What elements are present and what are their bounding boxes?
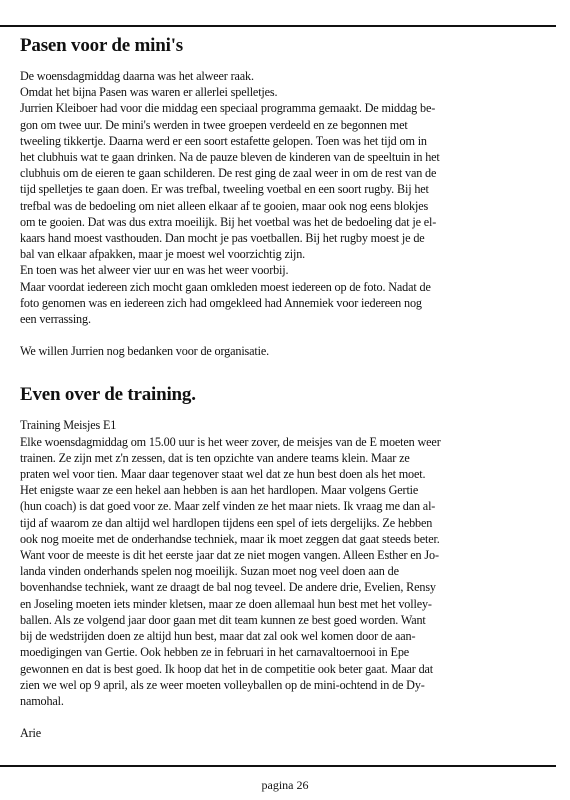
text-line: tijd af waarom ze dan altijd wel hardlopen tijdens een spel of iets dergelijks. Ze hebben	[20, 515, 433, 530]
text-line: Training Meisjes E1	[20, 418, 117, 433]
text-line: het clubhuis wat te gaan drinken. Na de pauze bleven de kinderen van de speeltuin in het	[20, 150, 440, 165]
text-line: bal van elkaar afpakken, maar je moest wel voorzichtig zijn.	[20, 247, 306, 262]
text-line: ballen. Als ze volgend jaar door gaan met dit team kunnen ze best goed worden. Want	[20, 612, 426, 627]
text-line: clubhuis om de eieren te gaan schilderen. De rest ging de zaal weer in om de rest van de	[20, 166, 437, 181]
section-pasen-closing	[20, 343, 548, 359]
text-line: bovenhandse techniek, want ze draagt de bal nog teveel. De andere drie, Evelien, Rensy	[20, 580, 436, 595]
text-line: Omdat het bijna Pasen was waren er allerlei spelletjes.	[20, 85, 278, 100]
section-title-training: Even over de training.	[20, 384, 196, 406]
text-line: trainen. Ze zijn met z'n zessen, dat is ten opzichte van andere teams klein. Maar ze	[20, 450, 410, 465]
section-pasen-paragraph	[20, 68, 548, 327]
text-line: praten wel voor tien. Maar daar tegenover staat wel dat ze hun best doen als het moet.	[20, 467, 426, 482]
text-line: tijd spelletjes te gaan doen. Er was trefbal, tweeling voetbal en een soort rugby. Bij het	[20, 182, 429, 197]
text-line: Maar voordat iedereen zich mocht gaan omkleden moest iedereen op de foto. Nadat de	[20, 279, 431, 294]
text-line: We willen Jurrien nog bedanken voor de organisatie.	[20, 344, 270, 359]
section-training-paragraph	[20, 417, 548, 709]
page-content	[20, 34, 548, 741]
text-line: bij de wedstrijden doen ze altijd hun best, maar dat zal ook wel komen door de aan-	[20, 629, 416, 644]
text-line: moedigingen van Gertie. Ook hebben ze in februari in het carnavaltoernooi in Epe	[20, 645, 410, 660]
text-line: tweeling tikkertje. Daarna werd er een soort estafette gelopen. Toen was het tijd om in	[20, 133, 427, 148]
bottom-rule	[0, 765, 556, 767]
top-rule	[0, 25, 556, 27]
text-line: en Joseling moeten iets minder kletsen, maar ze doen allemaal hun best met het volley-	[20, 596, 432, 611]
text-line: zien we wel op 9 april, als ze weer moeten volleyballen op de mini-ochtend in de Dy-	[20, 677, 425, 692]
text-line: gon om twee uur. De mini's werden in twee groepen verdeeld en ze begonnen met	[20, 117, 408, 132]
text-line: foto genomen was en iedereen zich had omgekleed had Annemiek voor iedereen nog	[20, 295, 422, 310]
text-line: Want voor de meeste is dit het eerste jaar dat ze niet mogen vangen. Alleen Esther en Jo-	[20, 548, 439, 563]
text-line: Elke woensdagmiddag om 15.00 uur is het weer zover, de meisjes van de E moeten weer	[20, 434, 441, 449]
text-line: Het enigste waar ze een hekel aan hebben is aan het hardlopen. Maar volgens Gertie	[20, 483, 419, 498]
text-line: ook nog moeite met de onderhandse techniek, maar ik moet zeggen dat gaat steeds beter.	[20, 531, 440, 546]
text-line: gewonnen en dat is best goed. Ik hoop dat het in de competitie ook beter gaat. Maar dat	[20, 661, 434, 676]
text-line: kaars hand moest vasthouden. Dan mocht je pas voetballen. Bij het rugby moest je de	[20, 231, 425, 246]
text-line: trefbal was de bedoeling om niet alleen elkaar af te gooien, maar ook nog eens blokjes	[20, 198, 429, 213]
text-line: Jurrien Kleiboer had voor die middag een speciaal programma gemaakt. De middag be-	[20, 101, 436, 116]
text-line: landa vinden onderhands spelen nog moeilijk. Suzan moet nog veel doen aan de	[20, 564, 399, 579]
signature: Arie	[20, 726, 42, 741]
section-title-pasen: Pasen voor de mini's	[20, 35, 183, 56]
text-line: (hun coach) is dat goed voor ze. Maar zelf vinden ze het maar niets. Ik vraag me dan al-	[20, 499, 436, 514]
page-number: pagina 26	[261, 778, 309, 792]
text-line: om te gooien. Dat was dus extra moeilijk. Bij het voetbal was het de bedoeling dat je el-	[20, 214, 437, 229]
text-line: een verrassing.	[20, 312, 91, 327]
text-line: namohal.	[20, 693, 64, 708]
text-line: De woensdagmiddag daarna was het alweer raak.	[20, 69, 254, 83]
text-line: En toen was het alweer vier uur en was het weer voorbij.	[20, 263, 289, 278]
